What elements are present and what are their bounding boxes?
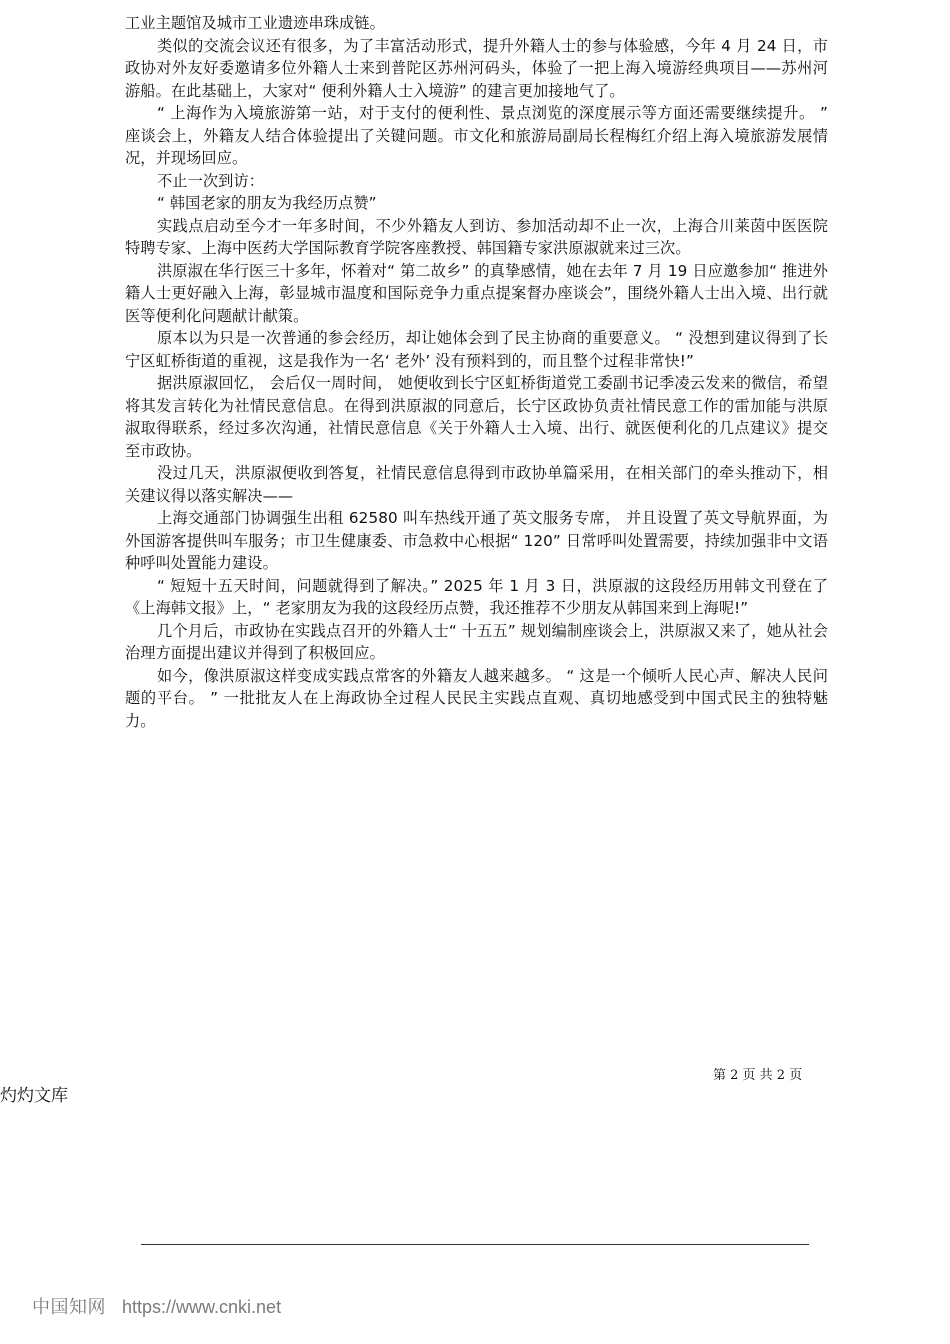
paragraph: 据洪原淑回忆， 会后仅一周时间， 她便收到长宁区虹桥街道党工委副书记季凌云发来的微信，希望将其发言转化为社情民意信息。在得到洪原淑的同意后，长宁区政协负责社情民意工作的雷加能与洪原淑取得联系，经过多次沟通，社情民意信息《关于外籍人士入境、出行、就医便利化的几点建议》提交至市政协。: [125, 374, 828, 460]
source-footer: [32, 1293, 281, 1319]
paragraph: 没过几天，洪原淑便收到答复，社情民意信息得到市政协单篇采用，在相关部门的牵头推动下，相关建议得以落实解决——: [125, 464, 828, 505]
paragraph: “ 短短十五天时间，问题就得到了解决。” 2025 年 1 月 3 日，洪原淑的这段经历用韩文刊登在了《上海韩文报》上，“ 老家朋友为我的这段经历点赞，我还推荐不少朋友从韩国来到上海呢!”: [125, 576, 828, 617]
paragraph: 几个月后，市政协在实践点召开的外籍人士“ 十五五” 规划编制座谈会上，洪原淑又来了，她从社会治理方面提出建议并得到了积极回应。: [125, 621, 828, 662]
article-body: [125, 12, 828, 732]
page-number: 第 2 页 共 2 页: [713, 1068, 803, 1083]
paragraph: 类似的交流会议还有很多，为了丰富活动形式，提升外籍人士的参与体验感，今年 4 月 24 日，市政协对外友好委邀请多位外籍人士来到普陀区苏州河码头，体验了一把上海入境游经典项目——苏州河游船。在此基础上，大家对“ 便利外籍人士入境游” 的建言更加接地气了。: [125, 36, 828, 100]
paragraph-continuation: 工业主题馆及城市工业遗迹串珠成链。: [125, 14, 385, 32]
paragraph: 上海交通部门协调强生出租 62580 叫车热线开通了英文服务专席， 并且设置了英文导航界面，为外国游客提供叫车服务；市卫生健康委、市急救中心根据“ 120” 日常呼叫处置需要，持续加强非中文语种呼叫处置能力建设。: [125, 509, 828, 572]
library-watermark: 灼灼文库: [0, 1086, 68, 1106]
paragraph: 如今，像洪原淑这样变成实践点常客的外籍友人越来越多。 “ 这是一个倾听人民心声、解决人民问题的平台。 ” 一批批友人在上海政协全过程人民民主实践点直观、真切地感受到中国式民主的独特魅力。: [125, 666, 828, 730]
paragraph: 洪原淑在华行医三十多年，怀着对“ 第二故乡” 的真挚感情，她在去年 7 月 19 日应邀参加“ 推进外籍人士更好融入上海，彰显城市温度和国际竞争力重点提案督办座谈会”，围绕外籍人士出入境、出行就医等便利化问题献计献策。: [125, 261, 828, 325]
source-url-link[interactable]: https://www.cnki.net: [122, 1297, 282, 1317]
source-name: 中国知网: [32, 1297, 106, 1318]
footer-divider: [141, 1244, 809, 1245]
section-subheading: “ 韩国老家的朋友为我经历点赞”: [157, 194, 377, 212]
paragraph: 原本以为只是一次普通的参会经历，却让她体会到了民主协商的重要意义。 “ 没想到建议得到了长宁区虹桥街道的重视，这是我作为一名‘ 老外’ 没有预料到的，而且整个过程非常快!”: [125, 329, 828, 370]
section-heading: 不止一次到访：: [157, 171, 265, 190]
paragraph: 实践点启动至今才一年多时间，不少外籍友人到访、参加活动却不止一次，上海合川莱茵中医医院特聘专家、上海中医药大学国际教育学院客座教授、韩国籍专家洪原淑就来过三次。: [125, 216, 828, 257]
paragraph: “ 上海作为入境旅游第一站，对于支付的便利性、景点浏览的深度展示等方面还需要继续提升。 ” 座谈会上，外籍友人结合体验提出了关键问题。市文化和旅游局副局长程梅红介绍上海入境旅游发展情况，并现场回应。: [125, 104, 828, 167]
